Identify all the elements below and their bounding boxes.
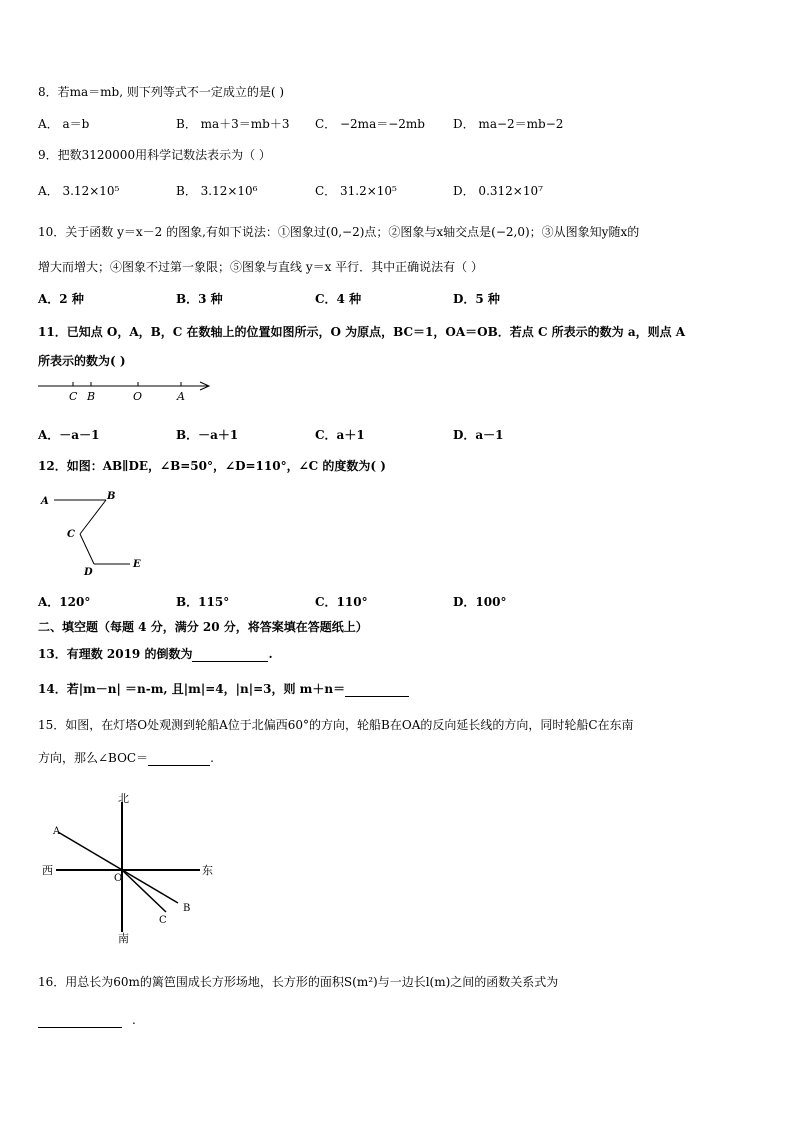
q10-option-b: B．3 种: [176, 292, 223, 306]
q11-option-c: C．a＋1: [315, 428, 365, 442]
q10-option-d: D．5 种: [453, 292, 500, 306]
q12-option-a: A．120°: [38, 595, 91, 609]
q10-option-a: A．2 种: [38, 292, 84, 306]
q11-option-a: A．－a－1: [38, 428, 100, 442]
q9-option-c: C． 31.2×10⁵: [315, 184, 397, 198]
q10-stem-line1: 10．关于函数 y＝x－2 的图象,有如下说法：①图象过(0,−2)点；②图象与x轴交点是(−2,0)；③从图象知y随x的: [38, 225, 640, 239]
figure12-label-e: E: [133, 559, 141, 570]
figure12-label-b: B: [107, 491, 116, 502]
compass-figure: [38, 788, 218, 946]
q15-stem-line1: 15．如图，在灯塔O处观测到轮船A位于北偏西60°的方向，轮船B在OA的反向延长线的方向，同时轮船C在东南: [38, 718, 634, 732]
q16-answer-blank: [38, 1015, 122, 1028]
q13-answer-blank: [192, 647, 268, 662]
q13-stem: 13．有理数 2019 的倒数为: [38, 647, 193, 661]
q10-stem-line2: 增大而增大；④图象不过第一象限；⑤图象与直线 y＝x 平行．其中正确说法有（ ）: [38, 260, 483, 274]
section-heading: 二、填空题（每题 4 分，满分 20 分，将答案填在答题纸上）: [38, 620, 368, 634]
q8-option-d: D． ma−2＝mb−2: [453, 117, 564, 131]
q10-option-c: C．4 种: [315, 292, 362, 306]
number-line-label-a: A: [177, 390, 185, 403]
q16-tail: .: [132, 1013, 136, 1027]
compass-label-east: 东: [202, 864, 213, 877]
q14-stem: 14．若|m－n| ＝n-m, 且|m|=4，|n|=3，则 m＋n＝: [38, 682, 346, 696]
compass-label-north: 北: [118, 792, 129, 805]
q14-answer-blank: [345, 682, 409, 697]
q9-option-b: B． 3.12×10⁶: [176, 184, 258, 198]
q15-tail: .: [210, 751, 214, 765]
q9-option-d: D． 0.312×10⁷: [453, 184, 543, 198]
compass-label-c: C: [159, 915, 167, 926]
compass-label-a: A: [53, 826, 61, 837]
figure12-label-a: A: [41, 496, 49, 507]
number-line-figure: [36, 378, 216, 404]
q8-stem: 8．若ma＝mb, 则下列等式不一定成立的是( ): [38, 85, 285, 99]
q11-stem-line1: 11．已知点 O，A，B，C 在数轴上的位置如图所示，O 为原点，BC＝1，OA＝OB．若点 C 所表示的数为 a，则点 A: [38, 325, 686, 339]
q15-stem-line2: 方向，那么∠BOC＝: [38, 751, 149, 765]
q8-option-a: A． a＝b: [38, 117, 90, 131]
q16-stem: 16．用总长为60m的篱笆围成长方形场地，长方形的面积S(m²)与一边长l(m)之间的函数关系式为: [38, 975, 559, 989]
q8-option-c: C． −2ma＝−2mb: [315, 117, 425, 131]
number-line-label-o: O: [133, 390, 143, 403]
compass-label-b: B: [183, 903, 191, 914]
q11-stem-line2: 所表示的数为( ): [38, 354, 126, 368]
q8-option-b: B． ma＋3＝mb＋3: [176, 117, 290, 131]
q13-tail: .: [268, 647, 273, 661]
q11-option-b: B．－a＋1: [176, 428, 239, 442]
figure12-label-c: C: [67, 529, 75, 540]
compass-label-south: 南: [118, 932, 129, 945]
q11-option-d: D．a－1: [453, 428, 504, 442]
compass-label-o: O: [114, 873, 123, 884]
parallel-lines-figure: [38, 486, 148, 578]
q12-option-b: B．115°: [176, 595, 230, 609]
q12-option-c: C．110°: [315, 595, 368, 609]
q12-option-d: D．100°: [453, 595, 507, 609]
q9-option-a: A． 3.12×10⁵: [38, 184, 120, 198]
number-line-label-c: C: [69, 390, 78, 403]
figure12-label-d: D: [84, 567, 93, 578]
number-line-label-b: B: [87, 390, 96, 403]
q9-stem: 9．把数3120000用科学记数法表示为（ ）: [38, 148, 271, 162]
compass-label-west: 西: [42, 864, 53, 877]
q15-answer-blank: [148, 751, 210, 766]
q12-stem: 12．如图：AB∥DE，∠B=50°，∠D=110°，∠C 的度数为( ): [38, 459, 386, 473]
